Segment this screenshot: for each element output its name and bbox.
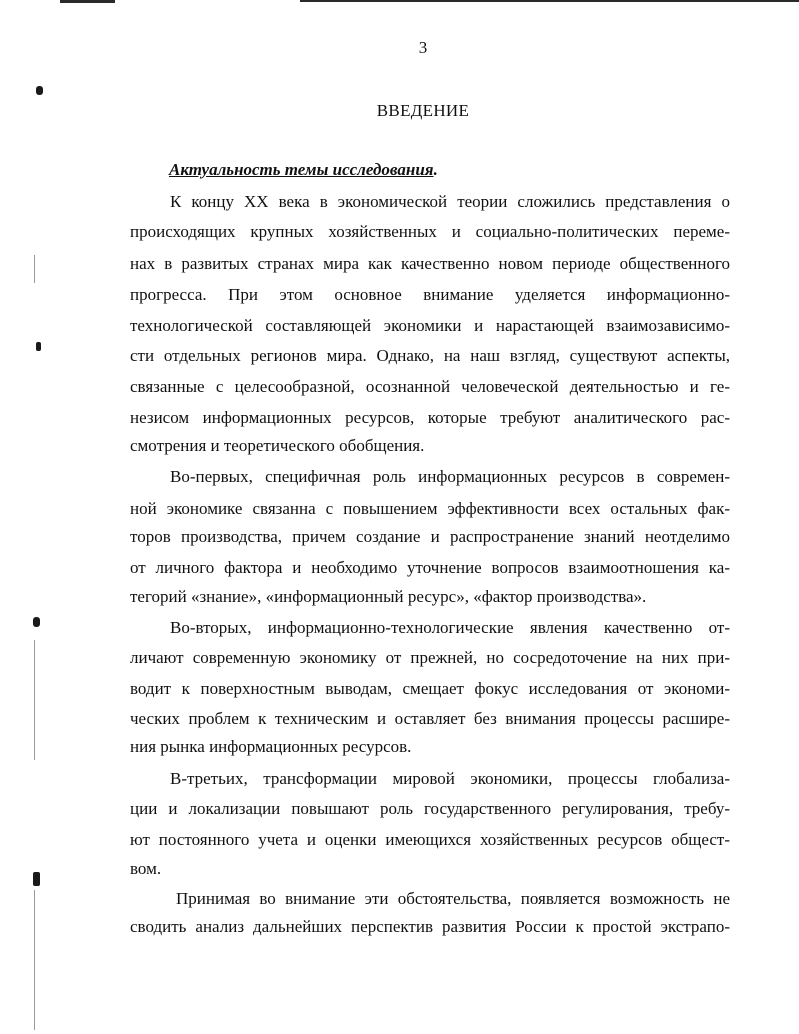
text-line: К концу XX века в экономической теории сложились представления о [170, 192, 730, 211]
text-line: сводить анализ дальнейших перспектив развития России к простой экстрапо- [130, 917, 730, 936]
text-line: личают современную экономику от прежней, но сосредоточение на них при- [130, 648, 730, 667]
scan-mark [33, 617, 40, 627]
text-line: технологической составляющей экономики и нарастающей взаимозависимо- [130, 316, 730, 335]
topic-heading [169, 160, 438, 180]
text-line: ной экономике связанна с повышением эффективности всех остальных фак- [130, 499, 730, 518]
topic-label: Актуальность темы исследования [169, 160, 434, 179]
scan-mark [33, 872, 40, 886]
text-line: ния рынка информационных ресурсов. [130, 737, 412, 756]
text-line: прогресса. При этом основное внимание уделяется информационно- [130, 285, 730, 304]
text-line: смотрения и теоретического обобщения. [130, 436, 425, 455]
text-line: ческих проблем к техническим и оставляет без внимания процессы расшире- [130, 709, 730, 728]
text-line: водит к поверхностным выводам, смещает фокус исследования от экономи- [130, 679, 730, 698]
scan-edge-line [34, 640, 35, 760]
text-line: от личного фактора и необходимо уточнение вопросов взаимоотношения ка- [130, 558, 730, 577]
text-line: ют постоянного учета и оценки имеющихся хозяйственных ресурсов общест- [130, 830, 730, 849]
text-line: сти отдельных регионов мира. Однако, на наш взгляд, существуют аспекты, [130, 346, 730, 365]
scan-edge-line [34, 890, 35, 1030]
text-line: Принимая во внимание эти обстоятельства, появляется возможность не [176, 889, 730, 908]
scan-mark [36, 86, 43, 95]
text-line: нах в развитых странах мира как качественно новом периоде общественного [130, 254, 730, 273]
text-line: ции и локализации повышают роль государственного регулирования, требу- [130, 799, 730, 818]
text-line: Во-вторых, информационно-технологические явления качественно от- [170, 618, 730, 637]
text-line: связанные с целесообразной, осознанной человеческой деятельностью и ге- [130, 377, 730, 396]
text-line: тегорий «знание», «информационный ресурс», «фактор производства». [130, 587, 647, 606]
topic-punct: . [433, 160, 438, 179]
text-line: вом. [130, 859, 162, 878]
text-line: В-третьих, трансформации мировой экономики, процессы глобализа- [170, 769, 730, 788]
section-heading: ВВЕДЕНИЕ [376, 101, 470, 120]
text-line: незисом информационных ресурсов, которые требуют аналитического рас- [130, 408, 730, 427]
scan-top-line [300, 0, 799, 2]
text-line: торов производства, причем создание и распространение знаний неотделимо [130, 527, 730, 546]
text-line: происходящих крупных хозяйственных и социально-политических переме- [130, 222, 730, 241]
scan-mark [36, 342, 41, 351]
page-number: 3 [418, 38, 428, 57]
text-line: Во-первых, специфичная роль информационных ресурсов в современ- [170, 467, 730, 486]
scan-edge-line [34, 255, 35, 283]
scan-top-line [60, 0, 115, 3]
